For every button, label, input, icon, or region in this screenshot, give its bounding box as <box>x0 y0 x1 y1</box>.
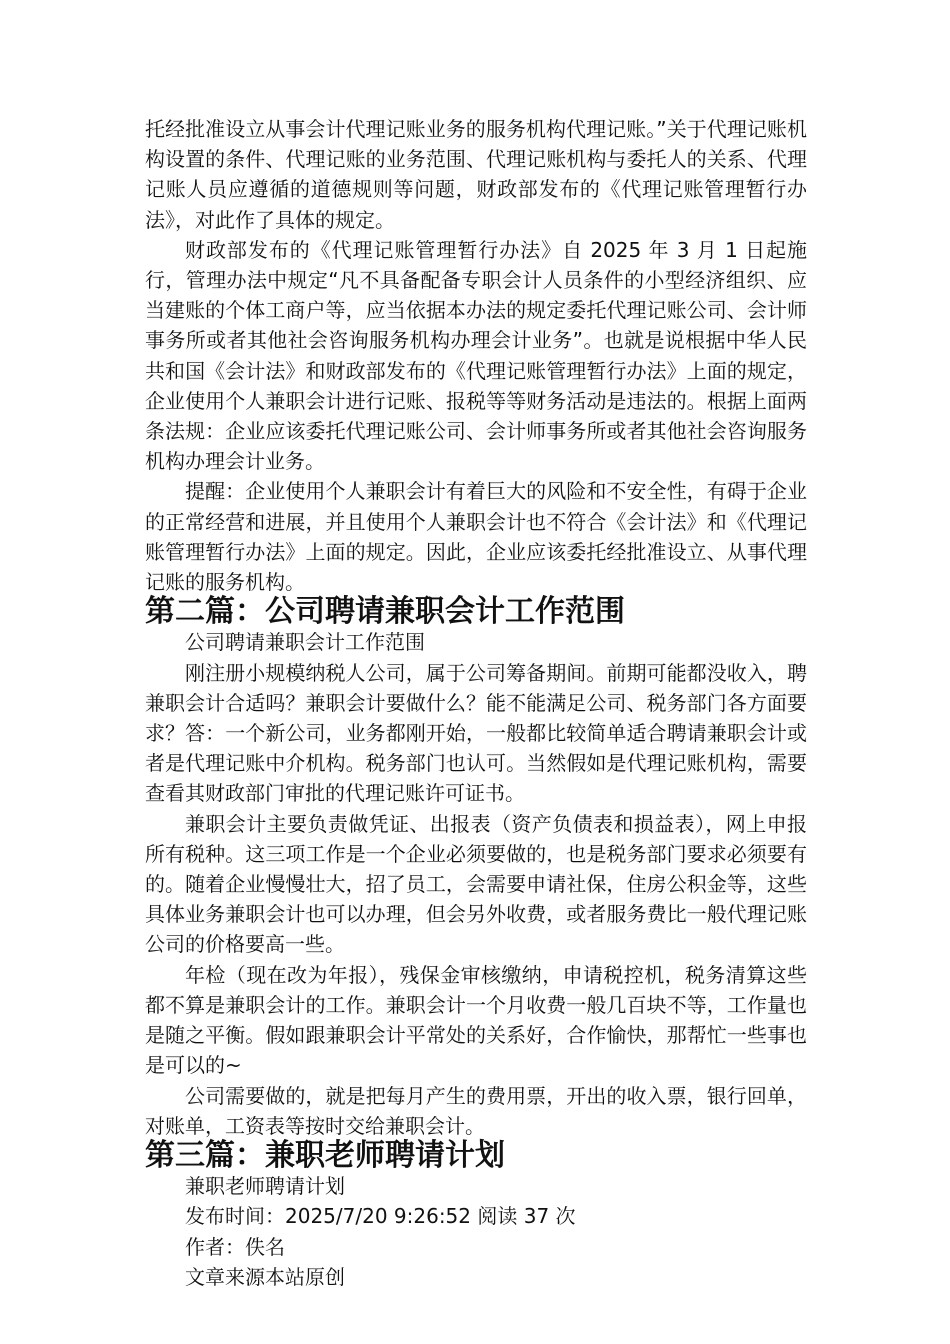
body-paragraph: 财政部发布的《代理记账管理暂行办法》自 2025 年 3 月 1 日起施行，管理办法中规定“凡不具备配备专职会计人员条件的小型经济组织、应当建账的个体工商户等，应当依据本办法的规定委托代理记账公司、会计师事务所或者其他社会咨询服务机构办理会计业务”。也就是说根据中华人民共和国《会计法》和财政部发布的《代理记账管理暂行办法》上面的规定，企业使用个人兼职会计进行记账、报税等等财务活动是违法的。根据上面两条法规：企业应该委托代理记账公司、会计师事务所或者其他社会咨询服务机构办理会计业务。 <box>145 237 807 474</box>
source-line: 文章来源本站原创 <box>185 1264 345 1289</box>
author-line: 作者：佚名 <box>185 1234 285 1259</box>
document-page <box>145 114 807 1292</box>
section-heading: 第二篇：公司聘请兼职会计工作范围 <box>145 594 625 630</box>
body-paragraph: 兼职会计主要负责做凭证、出报表（资产负债表和损益表），网上申报所有税种。这三项工作是一个企业必须要做的，也是税务部门要求必须要有的。随着企业慢慢壮大，招了员工，会需要申请社保，住房公积金等，这些具体业务兼职会计也可以办理，但会另外收费，或者服务费比一般代理记账公司的价格要高一些。 <box>145 811 807 957</box>
body-paragraph: 提醒：企业使用个人兼职会计有着巨大的风险和不安全性，有碍于企业的正常经营和进展，并且使用个人兼职会计也不符合《会计法》和《代理记账管理暂行办法》上面的规定。因此，企业应该委托经批准设立、从事代理记账的服务机构。 <box>145 479 807 595</box>
publish-info: 发布时间：2025/7/20 9:26:52 阅读 37 次 <box>185 1204 576 1229</box>
body-paragraph: 刚注册小规模纳税人公司，属于公司筹备期间。前期可能都没收入，聘兼职会计合适吗？兼职会计要做什么？能不能满足公司、税务部门各方面要求？答：一个新公司，业务都刚开始，一般都比较简单适合聘请兼职会计或者是代理记账中介机构。税务部门也认可。当然假如是代理记账机构，需要查看其财政部门审批的代理记账许可证书。 <box>145 660 807 806</box>
body-paragraph: 托经批准设立从事会计代理记账业务的服务机构代理记账。”关于代理记账机构设置的条件、代理记账的业务范围、代理记账机构与委托人的关系、代理记账人员应遵循的道德规则等问题，财政部发布的《代理记账管理暂行办法》，对此作了具体的规定。 <box>145 117 807 232</box>
section-subtitle: 公司聘请兼职会计工作范围 <box>185 630 425 655</box>
section-heading: 第三篇：兼职老师聘请计划 <box>145 1137 505 1173</box>
body-paragraph: 公司需要做的，就是把每月产生的费用票，开出的收入票，银行回单，对账单，工资表等按时交给兼职会计。 <box>145 1083 807 1138</box>
body-paragraph: 年检（现在改为年报），残保金审核缴纳，申请税控机，税务清算这些都不算是兼职会计的工作。兼职会计一个月收费一般几百块不等，工作量也是随之平衡。假如跟兼职会计平常处的关系好，合作愉快，那帮忙一些事也是可以的~ <box>145 962 807 1078</box>
section-subtitle: 兼职老师聘请计划 <box>185 1174 345 1199</box>
